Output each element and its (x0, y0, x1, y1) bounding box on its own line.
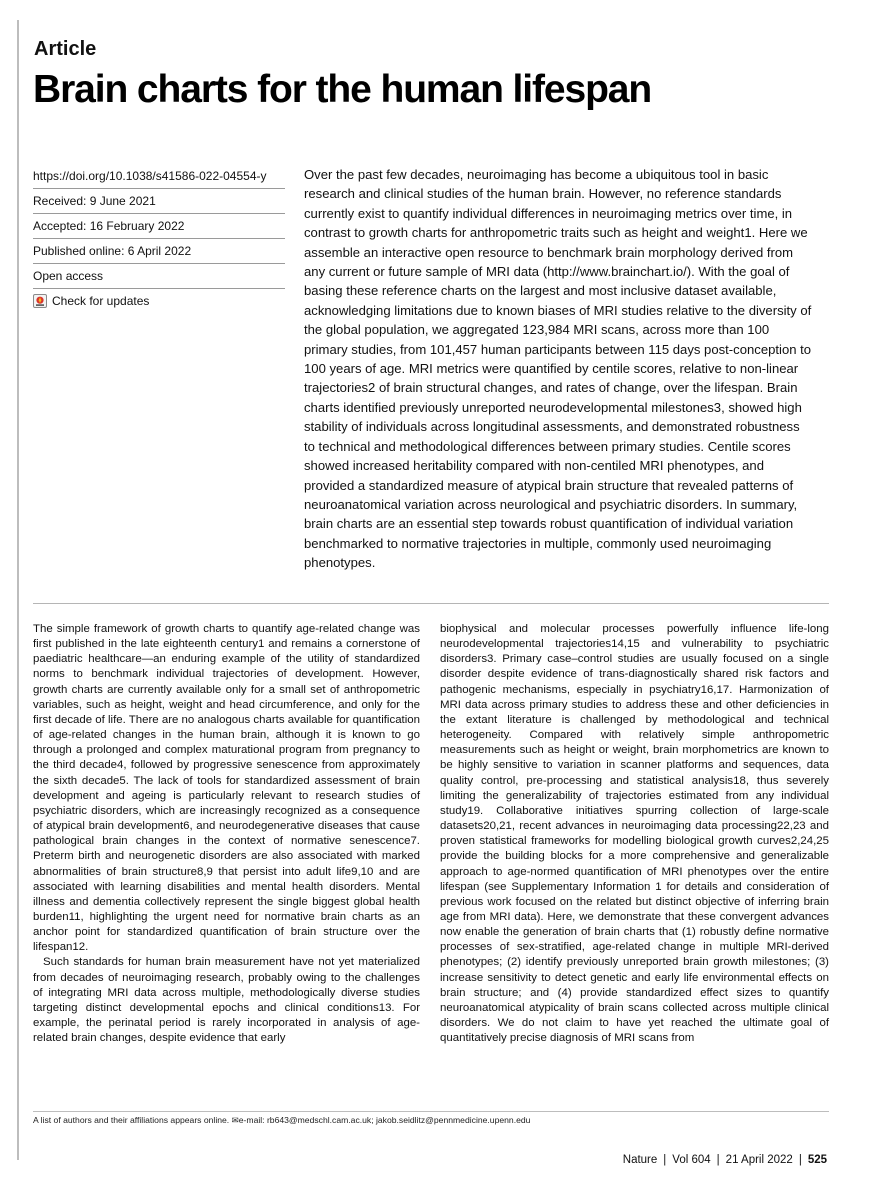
doi-link[interactable]: https://doi.org/10.1038/s41586-022-04554-y (33, 164, 285, 189)
check-for-updates-icon (33, 294, 47, 308)
check-for-updates-label: Check for updates (52, 294, 150, 308)
published-date: Published online: 6 April 2022 (33, 239, 285, 264)
journal-volume: Vol 604 (672, 1154, 711, 1166)
body-column-left (33, 622, 420, 1046)
received-date: Received: 9 June 2021 (33, 189, 285, 214)
footnote: A list of authors and their affiliations appears online. ✉e-mail: rb643@medschl.cam.ac.uk; jakob.seidlitz@pennmedicine.upenn.edu (33, 1115, 531, 1125)
journal-date: 21 April 2022 (725, 1154, 793, 1166)
footnote-divider (33, 1111, 829, 1112)
body-paragraph: Such standards for human brain measurement have not yet materialized from decades of neuroimaging research, probably owing to the challenges of integrating MRI data across multiple, methodologically diverse studies targeting distinct developmental epochs and clinical conditions13. For example, the perinatal period is rarely incorporated in analysis of age-related brain changes, despite evidence that early (33, 956, 420, 1045)
article-metadata (33, 164, 285, 313)
open-access-label: Open access (33, 264, 285, 289)
check-for-updates-button[interactable] (33, 289, 285, 313)
journal-footer: Nature | Vol 604 | 21 April 2022 | 525 (622, 1154, 827, 1166)
journal-name: Nature (622, 1154, 658, 1166)
abstract: Over the past few decades, neuroimaging has become a ubiquitous tool in basic research and clinical studies of the human brain. However, no reference standards currently exist to quantify individual differences in neuroimaging metrics over time, in contrast to growth charts for anthropometric traits such as height and weight1. Here we assemble an interactive open resource to benchmark brain morphology derived from any current or future sample of MRI data (http://www.brainchart.io/). With the goal of basing these reference charts on the largest and most inclusive dataset available, acknowledging limitations due to known biases of MRI studies relative to the diversity of the global population, we aggregated 123,984 MRI scans, across more than 100 primary studies, from 101,457 human participants between 115 days post-conception to 100 years of age. MRI metrics were quantified by centile scores, relative to non-linear trajectories2 of brain structural changes, and rates of change, over the lifespan. Brain charts identified previously unreported neurodevelopmental milestones3, showed high stability of individuals across longitudinal assessments, and demonstrated robustness to technical and methodological differences between primary studies. Centile scores showed increased heritability compared with non-centiled MRI phenotypes, and provided a standardized measure of atypical brain structure that revealed patterns of neuroanatomical variation across neurological and psychiatric disorders. In summary, brain charts are an essential step towards robust quantification of individual variation benchmarked to normative trajectories in multiple, commonly used neuroimaging phenotypes. (304, 167, 812, 571)
section-label: Article (34, 38, 97, 60)
article-title: Brain charts for the human lifespan (33, 68, 652, 111)
page-number: 525 (807, 1154, 827, 1166)
accepted-date: Accepted: 16 February 2022 (33, 214, 285, 239)
body-column-right (440, 622, 829, 1046)
body-paragraph: biophysical and molecular processes powerfully influence life-long neurodevelopmental trajectories14,15 and vulnerability to psychiatric disorders3. Primary case–control studies are usually focused on a single disorder despite evidence of trans-diagnostically shared risk factors and pathogenic mechanisms, especially in psychiatry16,17. Harmonization of MRI data across primary studies to address these and other deficiencies in the extant literature is challenged by methodological and technical heterogeneity. Compared with relatively simple anthropometric measurements such as height or weight, brain morphometrics are known to be highly sensitive to variation in scanner platforms and sequences, data quality control, pre-processing and statistical analysis18, thus severely limiting the generalizability of trajectories estimated from any individual study19. Collaborative initiatives spurring collection of large-scale datasets20,21, recent advances in neuroimaging data processing22,23 and proven statistical frameworks for modelling biological growth curves2,24,25 provide the building blocks for a more comprehensive and generalizable approach to age-normed quantification of MRI phenotypes over the entire lifespan (see Supplementary Information 1 for details and consideration of previous work focused on the related but distinct objective of inferring brain age from MRI data). Here, we demonstrate that these convergent advances now enable the generation of brain charts that (1) robustly define normative processes of sex-stratified, age-related change in multiple MRI-derived phenotypes; (2) identify previously unreported brain growth milestones; (3) increase sensitivity to detect genetic and early life environmental effects on brain structure; and (4) provide standardized effect sizes to quantify neuroanatomical atypicality of brain scans collected across multiple clinical disorders. We do not claim to have yet reached the ultimate goal of quantitatively precise diagnosis of MRI scans from (440, 623, 829, 1045)
body-paragraph: The simple framework of growth charts to quantify age-related change was first published in the late eighteenth century1 and remains a cornerstone of paediatric healthcare—an enduring example of the utility of standardized norms to benchmark individual trajectories of development. However, growth charts are currently available only for a small set of anthropometric variables, such as height, weight and head circumference, and only for the first decade of life. There are no analogous charts available for quantification of age-related changes in the human brain, although it is known to go through a prolonged and complex maturational program from pregnancy to the third decade4, followed by progressive senescence from approximately the sixth decade5. The lack of tools for standardized assessment of brain development and ageing is particularly relevant to research studies of psychiatric disorders, which are increasingly recognized as a consequence of atypical brain development6, and neurodegenerative diseases that cause pathological brain changes in the context of normative senescence7. Preterm birth and neurogenetic disorders are also associated with marked abnormalities of brain structure8,9 that persist into adult life9,10 and are associated with learning disabilities and mental health disorders. Mental illness and dementia collectively represent the single biggest global health burden11, highlighting the urgent need for normative brain charts as an anchor point for standardized quantification of brain structure over the lifespan12. (33, 623, 420, 954)
left-margin-rule (17, 20, 19, 1160)
abstract-divider (33, 603, 829, 604)
